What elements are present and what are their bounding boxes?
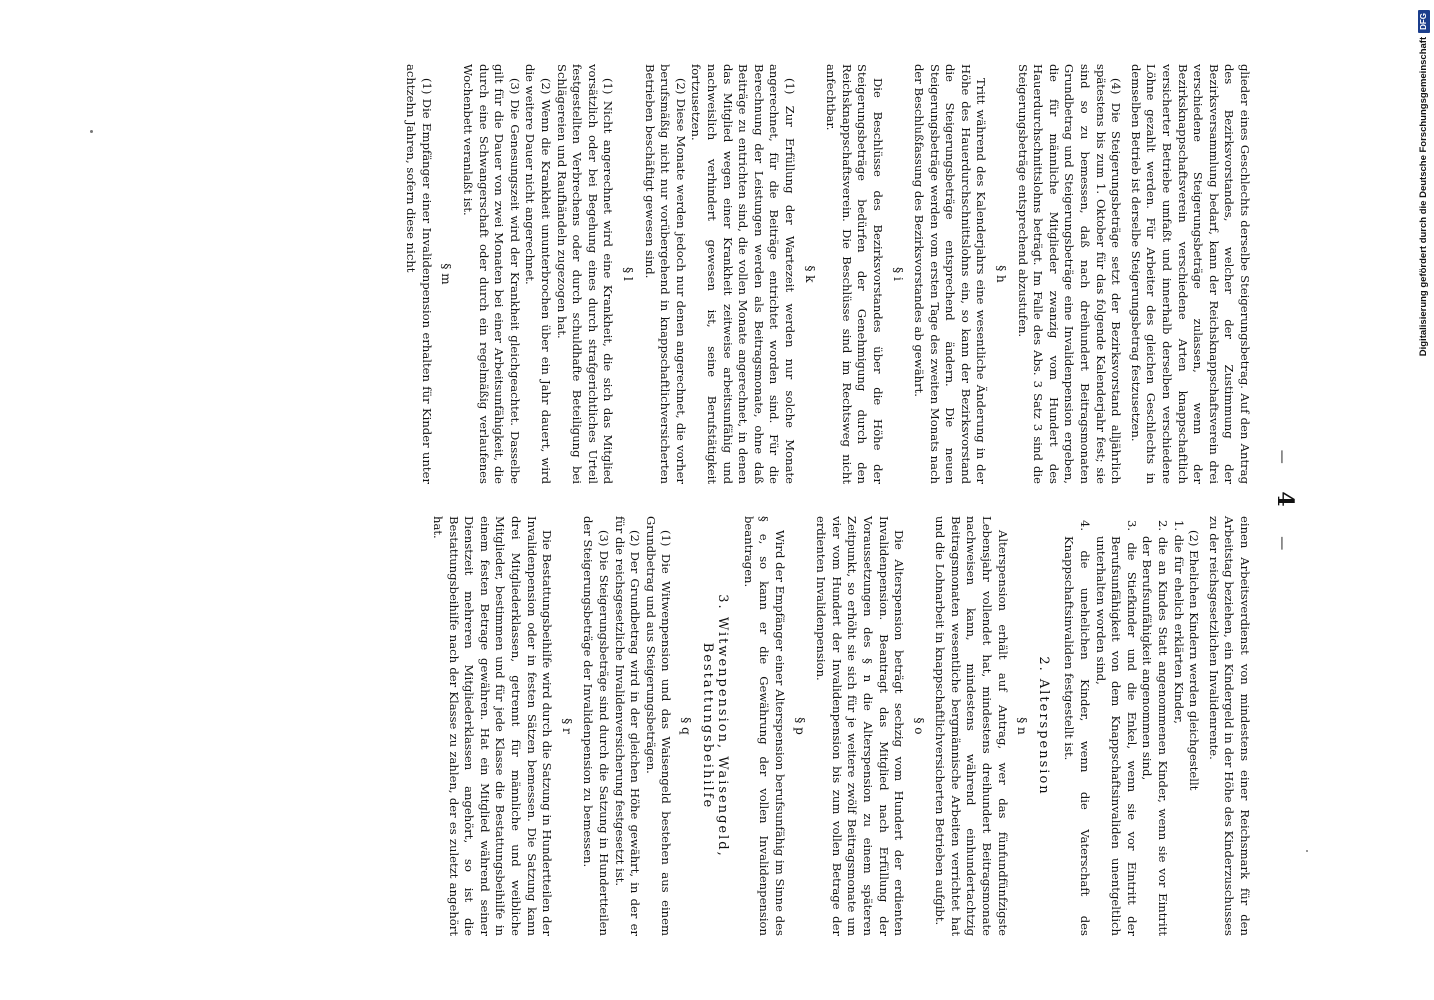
section-heading: § k — [802, 265, 817, 283]
section-heading: § n — [1015, 717, 1030, 735]
list-item: 4. die unehelichen Kinder, wenn die Vaterschaft des Knappschaftsinvaliden festgestellt ist. — [1062, 520, 1093, 936]
paragraph: (2) Diese Monate werden jedoch nur denen angerechnet, die vorher berufsmäßig nicht nur vorübergehend in knappschaftlichversicherten Betrieben beschäftigt gewesen sind. — [642, 64, 688, 484]
chapter-heading: 2. Alterspension — [1035, 656, 1051, 796]
paragraph: einen Arbeitsverdienst von mindestens einer Reichsmark für den Arbeitstag beziehen, ein Kindergeld in der Höhe des Kinderzuschusses zu der reichsgesetzlichen Invalidenrente. — [1206, 516, 1252, 936]
paragraph: (3) Die Steigerungsbeträge sind durch die Satzung in Hundertteilen der Steigerungsbeträge der Invalidenpension zu bemessen. — [581, 516, 612, 936]
section-heading: § r — [559, 718, 574, 734]
list-item: 3. die Stiefkinder und die Enkel, wenn sie vor Eintritt der Berufsunfähigkeit von dem Knappschaftsinvaliden unentgeltlich unterhalten worden sind, — [1093, 520, 1139, 936]
dfg-logo: DFG — [1418, 10, 1430, 33]
list-item: 1. die für ehelich erklärten Kinder, — [1171, 520, 1186, 724]
chapter-heading: 3. Witwenpension, Waisengeld, Bestattungsbeihilfe — [699, 594, 731, 858]
header-dash-right: — — [1274, 536, 1290, 551]
page-header — [1272, 60, 1298, 940]
section-heading: § m — [439, 263, 454, 285]
paragraph: (1) Nicht angerechnet wird eine Krankheit, die sich das Mitglied vorsätzlich oder bei Begehung eines durch strafgerichtliches Urteil festgestellten Verbrechens oder durch schuldhafte Beteiligung bei Schlägereien und Raufhändeln zugezogen hat. — [554, 64, 616, 484]
document-page — [90, 60, 1310, 940]
paragraph: (4) Die Steigerungsbeträge setzt der Bezirksvorstand alljährlich spätestens bis zum 1. Oktober für das folgende Kalenderjahr fest; sie sind so zu bemessen, daß nach dreihundert Beitragsmonaten Grundbetrag und Steigerungsbeträge eine Invalidenpension ergeben, die für männliche Mitglieder zwanzig vom Hundert des Hauerdurchschnittslohns beträgt. Im Falle des Abs. 3 Satz 3 sind die Steigerungsbeträge entsprechend abzustufen. — [1015, 64, 1124, 484]
paragraph: (2) Wenn die Krankheit ununterbrochen über ein Jahr dauert, wird die weitere Dauer nicht angerechnet. — [523, 64, 554, 484]
section-heading: § q — [679, 717, 693, 735]
paragraph: glieder eines Geschlechts derselbe Steigerungsbetrag. Auf den Antrag des Bezirksvorstandes, welcher der Zustimmung der Bezirksversammlung bedarf, kann der Reichsknappschaftsverein drei verschiedene Steigerungsbeträge zulassen, wenn der Bezirksknappschaftsverein verschiedene Arten knappschaftlich versicherter Betriebe umfaßt und innerhalb derselben verschiedene Löhne gezahlt werden. Für Arbeiter des gleichen Geschlechts in demselben Betrieb ist derselbe Steigerungsbetrag festzusetzen. — [1128, 64, 1252, 484]
paragraph: (1) Die Witwenpension und das Waisengeld bestehen aus einem Grundbetrag und aus Steigerungsbeträgen. — [643, 516, 674, 936]
list-item: 2. die an Kindes Statt angenommenen Kinder, wenn sie vor Eintritt der Berufsunfähigkeit angenommen sind, — [1140, 520, 1171, 936]
section-heading: § p — [792, 717, 807, 735]
paragraph: Tritt während des Kalenderjahrs eine wesentliche Änderung in der Höhe des Hauerdurchschnittslohns ein, so kann der Bezirksvorstand die Steigerungsbeträge entsprechend ändern. Die neuen Steigerungsbeträge werden vom ersten Tage des zweiten Monats nach der Beschlußfassung des Bezirksvorstandes ab gewährt. — [912, 64, 989, 484]
digitization-credit — [1419, 10, 1429, 490]
section-heading: § h — [994, 265, 1009, 283]
header-dash-left: — — [1274, 449, 1290, 464]
section-heading: § o — [911, 717, 926, 735]
section-heading: § i — [890, 267, 905, 281]
left-column — [403, 64, 1252, 484]
section-heading: § l — [621, 267, 636, 281]
paragraph: Wird der Empfänger einer Alterspension berufsunfähig im Sinne des § e, so kann er die Gewährung der vollen Invalidenpension beantragen. — [741, 516, 787, 936]
right-column — [430, 516, 1253, 936]
paragraph: (1) Zur Erfüllung der Wartezeit werden nur solche Monate angerechnet, für die Beiträge entrichtet worden sind. Für die Berechnung der Leistungen werden als Beitragsmonate, ohne daß Beiträge zu entrichten sind, die vollen Monate angerechnet, in denen das Mitglied wegen einer Krankheit zeitweise arbeitsunfähig und nachweislich verhindert gewesen ist, seine Berufstätigkeit fortzusetzen. — [689, 64, 797, 484]
paragraph: Die Alterspension beträgt sechzig vom Hundert der erdienten Invalidenpension. Beantragt das Mitglied nach Erfüllung der Voraussetzungen des § n die Alterspension zu einem späteren Zeitpunkt, so erhöht sie sich für je weitere zwölf Beitragsmonate um vier vom Hundert der Invalidenpension bis zum vollen Betrage der erdienten Invalidenpension. — [814, 516, 907, 936]
page-number: 4 — [1272, 491, 1298, 509]
paragraph: Alterspension erhält auf Antrag, wer das fünfundfünfzigste Lebensjahr vollendet hat, mindestens dreihundert Beitragsmonate nachweisen kann, mindestens während einhundertachtzig Beitragsmonaten wesentliche bergmännische Arbeiten verrichtet hat und die Lohnarbeit in knappschaftlichversicherten Betrieben aufgibt. — [933, 516, 1010, 936]
scan-speck — [1306, 850, 1308, 852]
paragraph: (2) Der Grundbetrag wird in der gleichen Höhe gewährt, in der er für die reichsgesetzliche Invalidenversicherung festgesetzt ist. — [612, 516, 643, 936]
paragraph: Die Beschlüsse des Bezirksvorstandes über die Höhe der Steigerungsbeträge bedürfen der Genehmigung durch den Reichsknappschaftsverein. Die Beschlüsse sind im Rechtsweg nicht anfechtbar. — [824, 64, 885, 484]
paragraph: (3) Die Genesungszeit wird der Krankheit gleichgeachtet. Dasselbe gilt für die Dauer von zwei Monaten bei einer Arbeitsunfähigkeit, die durch eine Schwangerschaft oder durch ein regelmäßig verlaufenes Wochenbett veranlaßt ist. — [461, 64, 522, 484]
paragraph: (1) Die Empfänger einer Invalidenpension erhalten für Kinder unter achtzehn Jahren, sofern diese nicht — [404, 64, 434, 484]
credit-text: Digitalisierung gefördert durch die Deutsche Forschungsgemeinschaft — [1418, 36, 1429, 357]
scan-speck — [90, 130, 93, 133]
paragraph: (2) Ehelichen Kindern werden gleichgestellt — [1187, 530, 1202, 791]
paragraph: Die Bestattungsbeihilfe wird durch die Satzung in Hundertteilen der Invalidenpension oder in festen Sätzen bemessen. Die Satzung kann drei Mitgliederklassen, getrennt für männliche und weibliche Mitglieder, bestimmen und für jede Klasse die Bestattungsbeihilfe in einem festen Betrage gewähren. Hat ein Mitglied während seiner Dienstzeit mehreren Mitgliederklassen angehört, so ist die Bestattungsbeihilfe nach der Klasse zu zahlen, der es zuletzt angehört hat. — [431, 516, 555, 936]
